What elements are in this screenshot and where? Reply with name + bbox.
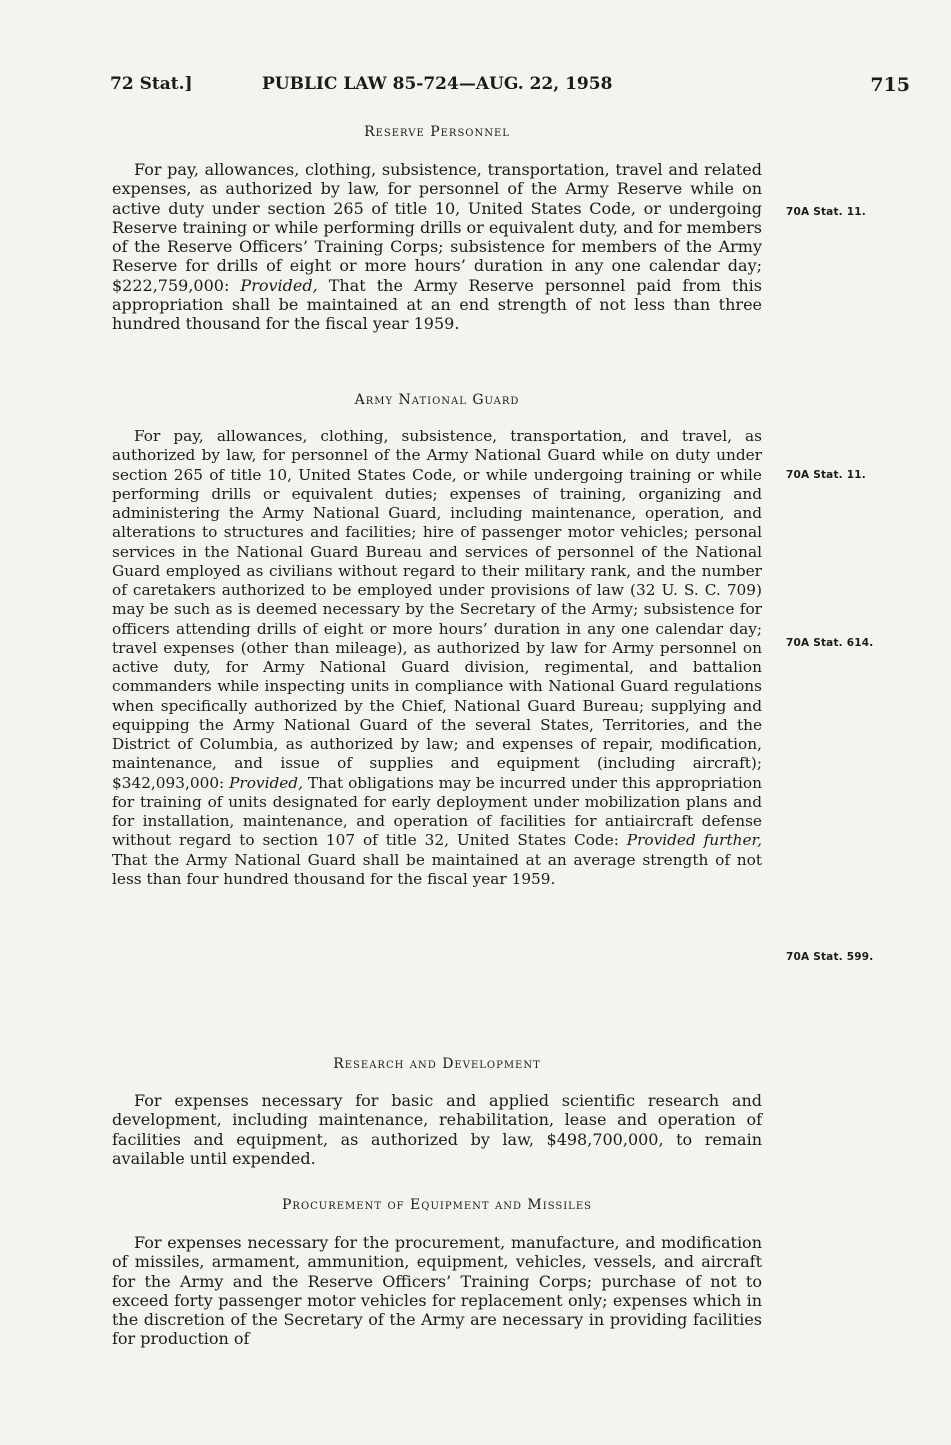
para-text: For pay, allowances, clothing, subsistence, transportation, travel and related expenses, as authorized by law, for personnel of the Army Reserve while on active duty under section 265 of title 10, United States Code, or undergoing Reserve training or while performing drills or equivalent duty, and for members of the Reserve Officers’ Training Corps; subsistence for members of the Army Reserve for drills of eight or more hours’ duration in any one calendar day; $222,759,000: xyxy=(112,160,762,295)
para-text: That the Army Reserve personnel paid from this appropriation shall be maintained at an end strength of not less than three hundred thousand for the fiscal year 1959. xyxy=(112,275,762,333)
margin-note: 70A Stat. 614. xyxy=(786,637,874,649)
para-procurement: For expenses necessary for the procurement, manufacture, and modification of missiles, armament, ammunition, equipment, vehicles, vessels, and aircraft for the Army and the Reserve Officers’ Training Corps; purchase of not to exceed forty passenger motor vehicles for replacement only; expenses which in the discretion of the Secretary of the Army are necessary in providing facilities for production of xyxy=(112,1233,762,1349)
margin-note: 70A Stat. 599. xyxy=(786,951,874,963)
para-army-national-guard xyxy=(112,427,762,889)
para-text: For pay, allowances, clothing, subsistence, transportation, and travel, as authorized by law, for personnel of the Army National Guard while on duty under section 265 of title 10, United States Code, or while undergoing training or while performing drills or equivalent duties; expenses of training, organizing and administering the Army National Guard, including maintenance, operation, and alterations to structures and facilities; hire of passenger motor vehicles; personal services in the National Guard Bureau and services of personnel of the National Guard employed as civilians without regard to their military rank, and the number of caretakers authorized to be employed under provisions of law (32 U. S. C. 709) may be such as is deemed necessary by the Secretary of the Army; subsistence for officers attending drills of eight or more hours’ duration in any one calendar day; travel expenses (other than mileage), as authorized by law for Army personnel on active duty, for Army National Guard division, regimental, and battalion commanders while inspecting units in compliance with National Guard regulations when specifically authorized by the Chief, National Guard Bureau; supplying and equipping the Army National Guard of the several States, Territories, and the District of Columbia, as authorized by law; and expenses of repair, modification, maintenance, and issue of supplies and equipment (including aircraft); $342,093,000: xyxy=(112,427,762,792)
header-volume: 72 Stat.] xyxy=(110,74,193,94)
heading-procurement: Procurement of Equipment and Missiles xyxy=(282,1197,592,1213)
para-reserve-personnel xyxy=(112,160,762,333)
para-italic: Provided further, xyxy=(626,831,762,850)
header-title: PUBLIC LAW 85-724—AUG. 22, 1958 xyxy=(262,74,613,94)
para-text: That the Army National Guard shall be maintained at an average strength of not less than four hundred thousand for the fiscal year 1959. xyxy=(112,850,762,888)
margin-note: 70A Stat. 11. xyxy=(786,206,866,218)
heading-army-national-guard: Army National Guard xyxy=(354,392,520,408)
para-italic: Provided, xyxy=(229,773,303,792)
page-header xyxy=(110,74,910,98)
para-text: That obligations may be incurred under this appropriation for training of units designated for early deployment under mobilization plans and for installation, maintenance, and operation of facilities for antiaircraft defense without regard to section 107 of title 32, United States Code: xyxy=(112,773,762,850)
heading-research-development: Research and Development xyxy=(333,1056,541,1072)
margin-note: 70A Stat. 11. xyxy=(786,469,866,481)
page-number: 715 xyxy=(870,74,910,96)
heading-reserve-personnel: Reserve Personnel xyxy=(364,124,510,140)
para-italic: Provided, xyxy=(240,275,318,295)
para-research-development: For expenses necessary for basic and applied scientific research and development, including maintenance, rehabilitation, lease and operation of facilities and equipment, as authorized by law, $498,700,000, to remain available until expended. xyxy=(112,1091,762,1168)
